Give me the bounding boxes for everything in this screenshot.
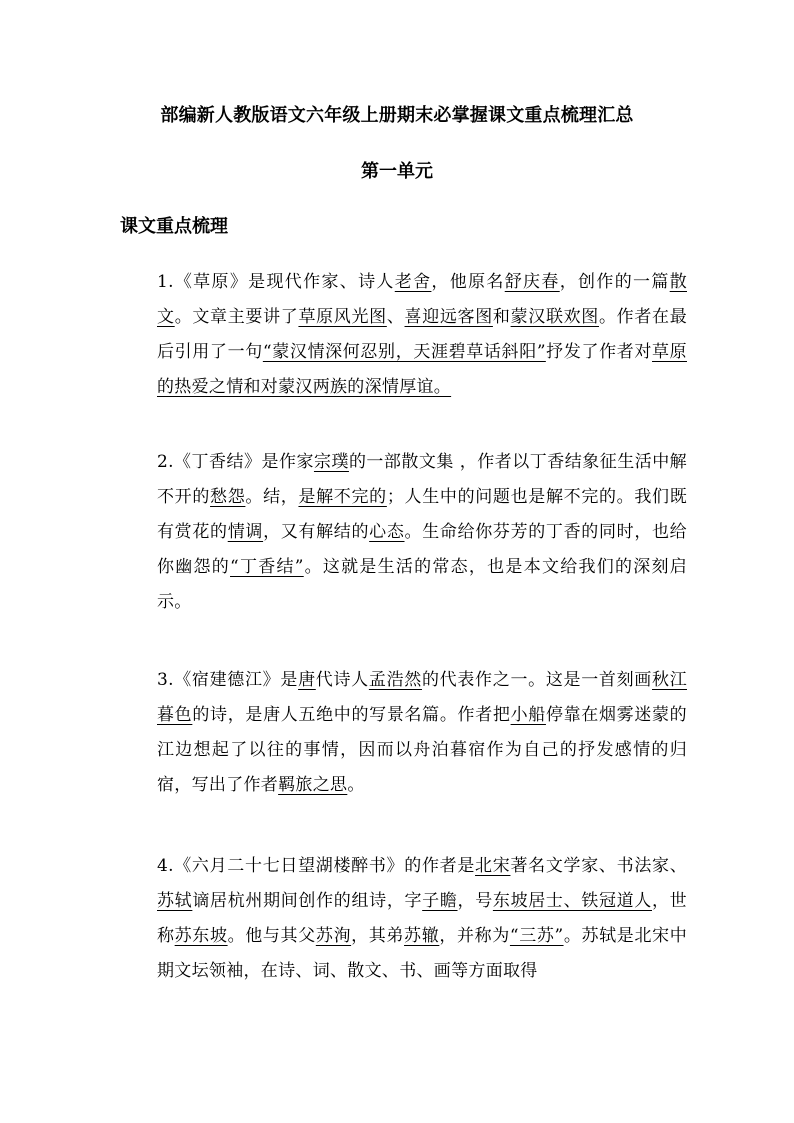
paragraph-text: 代诗人 (315, 670, 369, 690)
paragraph-text: 、 (386, 307, 405, 327)
key-term: 苏洵 (315, 926, 352, 946)
paragraph-text: 的诗，是唐人五绝中的写景名篇。作者把 (192, 705, 511, 725)
paragraph-text: 。苏轼是北宋中期文坛领袖，在诗、词、散文、书、画等方面取得 (157, 926, 688, 981)
paragraph-text: 。结， (245, 487, 299, 507)
key-term: 宗璞 (313, 452, 349, 472)
key-term: 羁旅之思 (278, 775, 348, 795)
paragraph-3 (157, 663, 687, 803)
key-term: 愁怨 (210, 487, 246, 507)
paragraph-text: ，他原名 (431, 272, 505, 292)
paragraph-text: ，并称为 (439, 926, 510, 946)
key-term: 苏东坡 (174, 926, 228, 946)
paragraph-text: ，号 (457, 891, 493, 911)
key-term: 情调 (227, 522, 264, 542)
paragraph-text: 1.《草原》是现代作家、诗人 (157, 272, 395, 292)
paragraph-1 (157, 265, 687, 405)
paragraph-text: ，又有解结的 (263, 522, 370, 542)
paragraph-text: 和 (492, 307, 511, 327)
paragraph-text: 。作者在最后引用了一句 (157, 307, 687, 362)
key-term: 小船 (510, 705, 546, 725)
paragraph-text: 。生命给你芬芳的丁香的同时，也给你幽怨的 (157, 522, 687, 577)
paragraph-text: 的代表作之一。这是一首刻画 (421, 670, 652, 690)
paragraph-text: 2.《丁香结》是作家 (157, 452, 314, 472)
key-term: 散文 (157, 272, 687, 327)
paragraph-text: 抒发了作者对 (545, 342, 653, 362)
paragraph-text: 。文章主要讲了 (174, 307, 299, 327)
paragraph-text: 。 (347, 775, 365, 795)
key-term: 草原的热爱之情和对蒙汉两族的深情厚谊。 (157, 342, 687, 397)
key-term: 苏轼 (157, 891, 193, 911)
paragraph-text: 4.《六月二十七日望湖楼醉书》的作者是 (157, 856, 476, 876)
key-term: 苏辙 (404, 926, 440, 946)
paragraph-text: 著名文学家、书法家、 (510, 856, 688, 876)
unit-heading: 第一单元 (361, 161, 433, 182)
key-term: 舒庆春 (504, 272, 560, 292)
key-term: 草原风光图 (298, 307, 387, 327)
section-heading: 课文重点梳理 (120, 216, 228, 237)
key-term: 喜迎远客图 (404, 307, 493, 327)
key-term: “丁香结” (230, 557, 304, 577)
paragraph-text: 。他与其父 (227, 926, 316, 946)
paragraph-2 (157, 445, 687, 620)
paragraph-text: 的一部散文集 ，作者以丁香结象征生活中解不开的 (157, 452, 687, 507)
key-term: 东坡居士、铁冠道人 (492, 891, 652, 911)
paragraph-text: ，创作的一篇 (559, 272, 670, 292)
key-term: 秋江暮色 (157, 670, 687, 725)
paragraph-text: 。这就是生活的常态，也是本文给我们的深刻启示。 (157, 557, 687, 612)
document-title: 部编新人教版语文六年级上册期末必掌握课文重点梳理汇总 (160, 105, 634, 126)
key-term: 老舍 (394, 272, 432, 292)
key-term: 蒙汉联欢图 (510, 307, 599, 327)
key-term: 子瞻 (422, 891, 458, 911)
key-term: “蒙汉情深何忍别，天涯碧草话斜阳” (262, 342, 546, 362)
paragraph-text: 停靠在烟雾迷蒙的江边想起了以往的事情，因而以舟泊暮宿作为自己的抒发感情的归宿，写出了作者 (157, 705, 687, 795)
key-term: 孟浩然 (368, 670, 422, 690)
paragraph-text: ，世称 (157, 891, 687, 946)
key-term: 北宋 (475, 856, 511, 876)
paragraph-text: ；人生中的问题也是解不完的。我们既有赏花的 (157, 487, 688, 542)
key-term: 心态 (369, 522, 405, 542)
paragraph-text: ，其弟 (351, 926, 405, 946)
paragraph-text: 3.《宿建德江》是 (157, 670, 299, 690)
key-term: 是解不完的 (298, 487, 387, 507)
key-term: 唐 (298, 670, 316, 690)
key-term: “三苏” (509, 926, 564, 946)
paragraph-4 (157, 849, 687, 989)
paragraph-text: 谪居杭州期间创作的组诗，字 (192, 891, 423, 911)
